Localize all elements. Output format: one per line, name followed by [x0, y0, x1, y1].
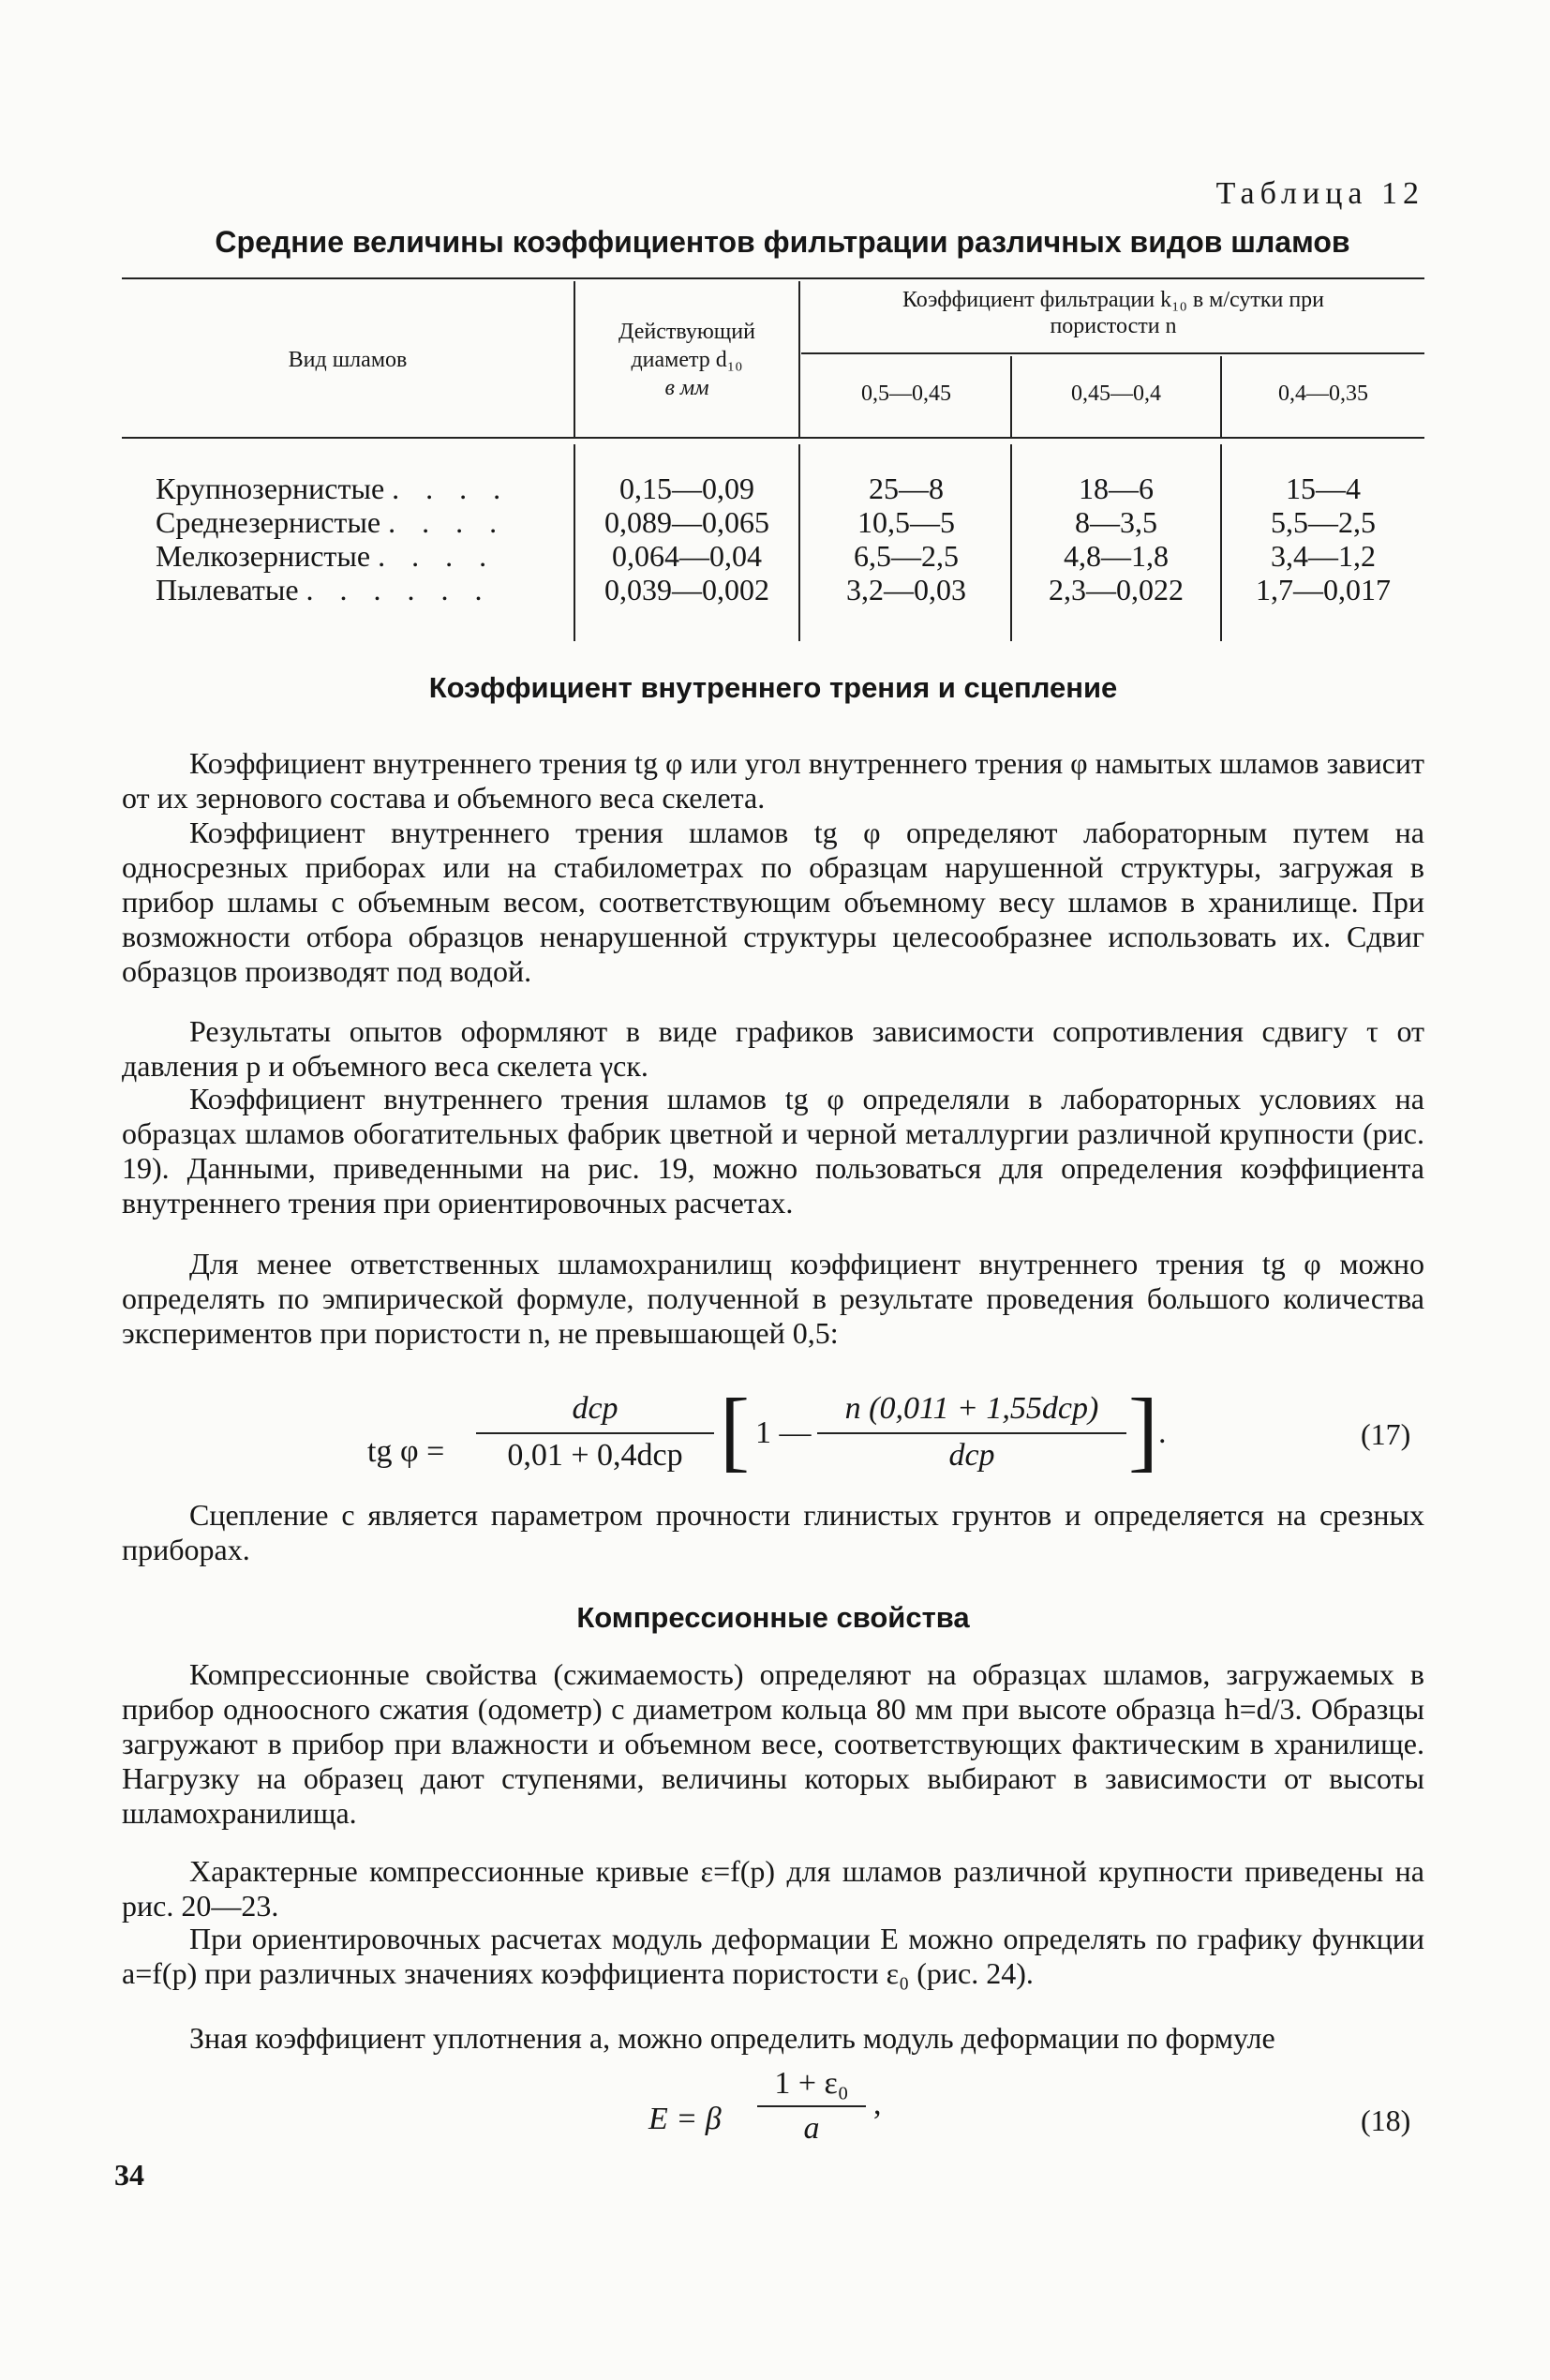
table-title: Средние величины коэффициентов фильтрации различных видов шламов: [215, 225, 1350, 259]
row-k1: 6,5—2,5: [854, 539, 959, 573]
section-heading-compression: Компрессионные свойства: [576, 1601, 970, 1634]
formula17-inner-num: n (0,011 + 1,55dср): [844, 1391, 1099, 1426]
formula17-inner-bar: [817, 1432, 1126, 1434]
table-vline-2: [798, 281, 800, 437]
row-k2: 2,3—0,022: [1049, 573, 1184, 606]
formula17-den: 0,01 + 0,4dср: [507, 1438, 683, 1473]
paragraph: Результаты опытов оформляют в виде графиков зависимости сопротивления сдвигу τ от давления p и объемного веса скелета γск.: [122, 1014, 1424, 1083]
paragraph: Коэффициент внутреннего трения шламов tg φ определяют лабораторным путем на односрезных приборах или на стабилометрах по образцам нарушенной структуры, загружая в прибор шламы с объемным весом, соответствующим объемному весу шламов в хранилище. При возможности отбора образцов ненарушенной структуры целесообразнее использовать их. Сдвиг образцов производят под водой.: [122, 816, 1424, 988]
formula17-one-minus: 1 —: [755, 1415, 812, 1450]
header-diameter-line1: Действующий: [619, 320, 755, 344]
header-sub-2: 0,45—0,4: [1071, 382, 1161, 406]
leader-dots: . . . . . .: [306, 573, 492, 606]
header-coef-line2: пористости n: [1050, 314, 1177, 338]
paragraph: Характерные компрессионные кривые ε=f(p) для шламов различной крупности приведены на рис. 20—23.: [122, 1854, 1424, 1923]
header-sub-1: 0,5—0,45: [861, 382, 951, 406]
equation-number-17: (17): [1361, 1417, 1411, 1451]
paragraph: Компрессионные свойства (сжимаемость) определяют на образцах шламов, загружаемых в прибор одноосного сжатия (одометр) с диаметром кольца 80 мм при высоте образца h=d/3. Образцы загружают в прибор при влажности и объемном весе, соответствующих фактическим в хранилище. Нагрузку на образец дают ступенями, величины которых выбирают в зависимости от высоты шламохранилища.: [122, 1657, 1424, 1830]
row-name: Пылеватые: [156, 573, 299, 606]
row-k3: 5,5—2,5: [1271, 505, 1376, 539]
formula17-right-bracket: ]: [1128, 1380, 1158, 1480]
leader-dots: . . . .: [378, 539, 497, 573]
formula17-left-bracket: [: [720, 1380, 750, 1480]
formula17-lhs: tg φ =: [367, 1434, 445, 1469]
header-coef-line1: Коэффициент фильтрации k₁₀ в м/сутки при: [902, 288, 1325, 312]
paragraph: Коэффициент внутреннего трения шламов tg φ определяли в лабораторных условиях на образцах шламов обогатительных фабрик цветной и черной металлургии различной крупности (рис. 19). Данными, приведенными на рис. 19, можно пользоваться для определения коэффициента внутреннего трения при ориентировочных расчетах.: [122, 1082, 1424, 1220]
row-k2: 18—6: [1079, 472, 1154, 505]
row-k2: 4,8—1,8: [1064, 539, 1169, 573]
row-k3: 15—4: [1286, 472, 1361, 505]
row-k1: 10,5—5: [857, 505, 955, 539]
table-body-vline-2: [798, 444, 800, 641]
paragraph: Сцепление c является параметром прочности глинистых грунтов и определяется на срезных приборах.: [122, 1498, 1424, 1566]
leader-dots: . . . .: [388, 505, 507, 539]
row-diameter: 0,15—0,09: [619, 472, 754, 505]
row-k3: 1,7—0,017: [1256, 573, 1391, 606]
row-diameter: 0,064—0,04: [612, 539, 762, 573]
row-name: Мелкозернистые: [156, 539, 371, 573]
row-name: Крупнозернистые: [156, 472, 385, 505]
row-k1: 25—8: [869, 472, 944, 505]
formula18-lhs: E = β: [648, 2102, 722, 2136]
row-k2: 8—3,5: [1075, 505, 1157, 539]
header-sub-3: 0,4—0,35: [1278, 382, 1368, 406]
table-header-bottom-rule: [122, 437, 1424, 439]
formula17-num: dср: [572, 1391, 619, 1426]
paragraph: Коэффициент внутреннего трения tg φ или угол внутреннего трения φ намытых шламов зависит от их зернового состава и объемного веса скелета.: [122, 746, 1424, 815]
paragraph: Зная коэффициент уплотнения a, можно определить модуль деформации по формуле: [189, 2021, 1275, 2055]
header-diameter-line3: в мм: [664, 376, 709, 400]
formula17-inner-den: dср: [948, 1438, 995, 1473]
formula18-fraction-bar: [757, 2105, 866, 2107]
leader-dots: . . . .: [392, 472, 511, 505]
section-heading-friction: Коэффициент внутреннего трения и сцепление: [428, 671, 1118, 704]
equation-number-18: (18): [1361, 2103, 1411, 2137]
row-diameter: 0,039—0,002: [604, 573, 769, 606]
row-k3: 3,4—1,2: [1271, 539, 1376, 573]
header-diameter-line2: диаметр d₁₀: [631, 348, 743, 372]
row-diameter: 0,089—0,065: [604, 505, 769, 539]
paragraph: Для менее ответственных шламохранилищ коэффициент внутреннего трения tg φ можно определять по эмпирической формуле, полученной в результате проведения большого количества экспериментов при пористости n, не превышающей 0,5:: [122, 1247, 1424, 1350]
formula18-num: 1 + ε₀: [774, 2066, 849, 2101]
header-type: Вид шламов: [288, 348, 408, 372]
formula18-tail: ,: [873, 2087, 882, 2121]
row-k1: 3,2—0,03: [846, 573, 966, 606]
table-sub-rule: [801, 352, 1424, 354]
formula17-fraction-bar: [476, 1432, 714, 1434]
formula17-tail: .: [1158, 1415, 1167, 1450]
page-number: 34: [114, 2158, 144, 2192]
table-top-rule: [122, 277, 1424, 279]
formula18-den: a: [803, 2111, 820, 2146]
table-label: Таблица 12: [1215, 176, 1424, 211]
row-name: Среднезернистые: [156, 505, 381, 539]
paragraph: При ориентировочных расчетах модуль деформации E можно определять по графику функции a=f(p) при различных значениях коэффициента пористости ε₀ (рис. 24).: [122, 1922, 1424, 1990]
